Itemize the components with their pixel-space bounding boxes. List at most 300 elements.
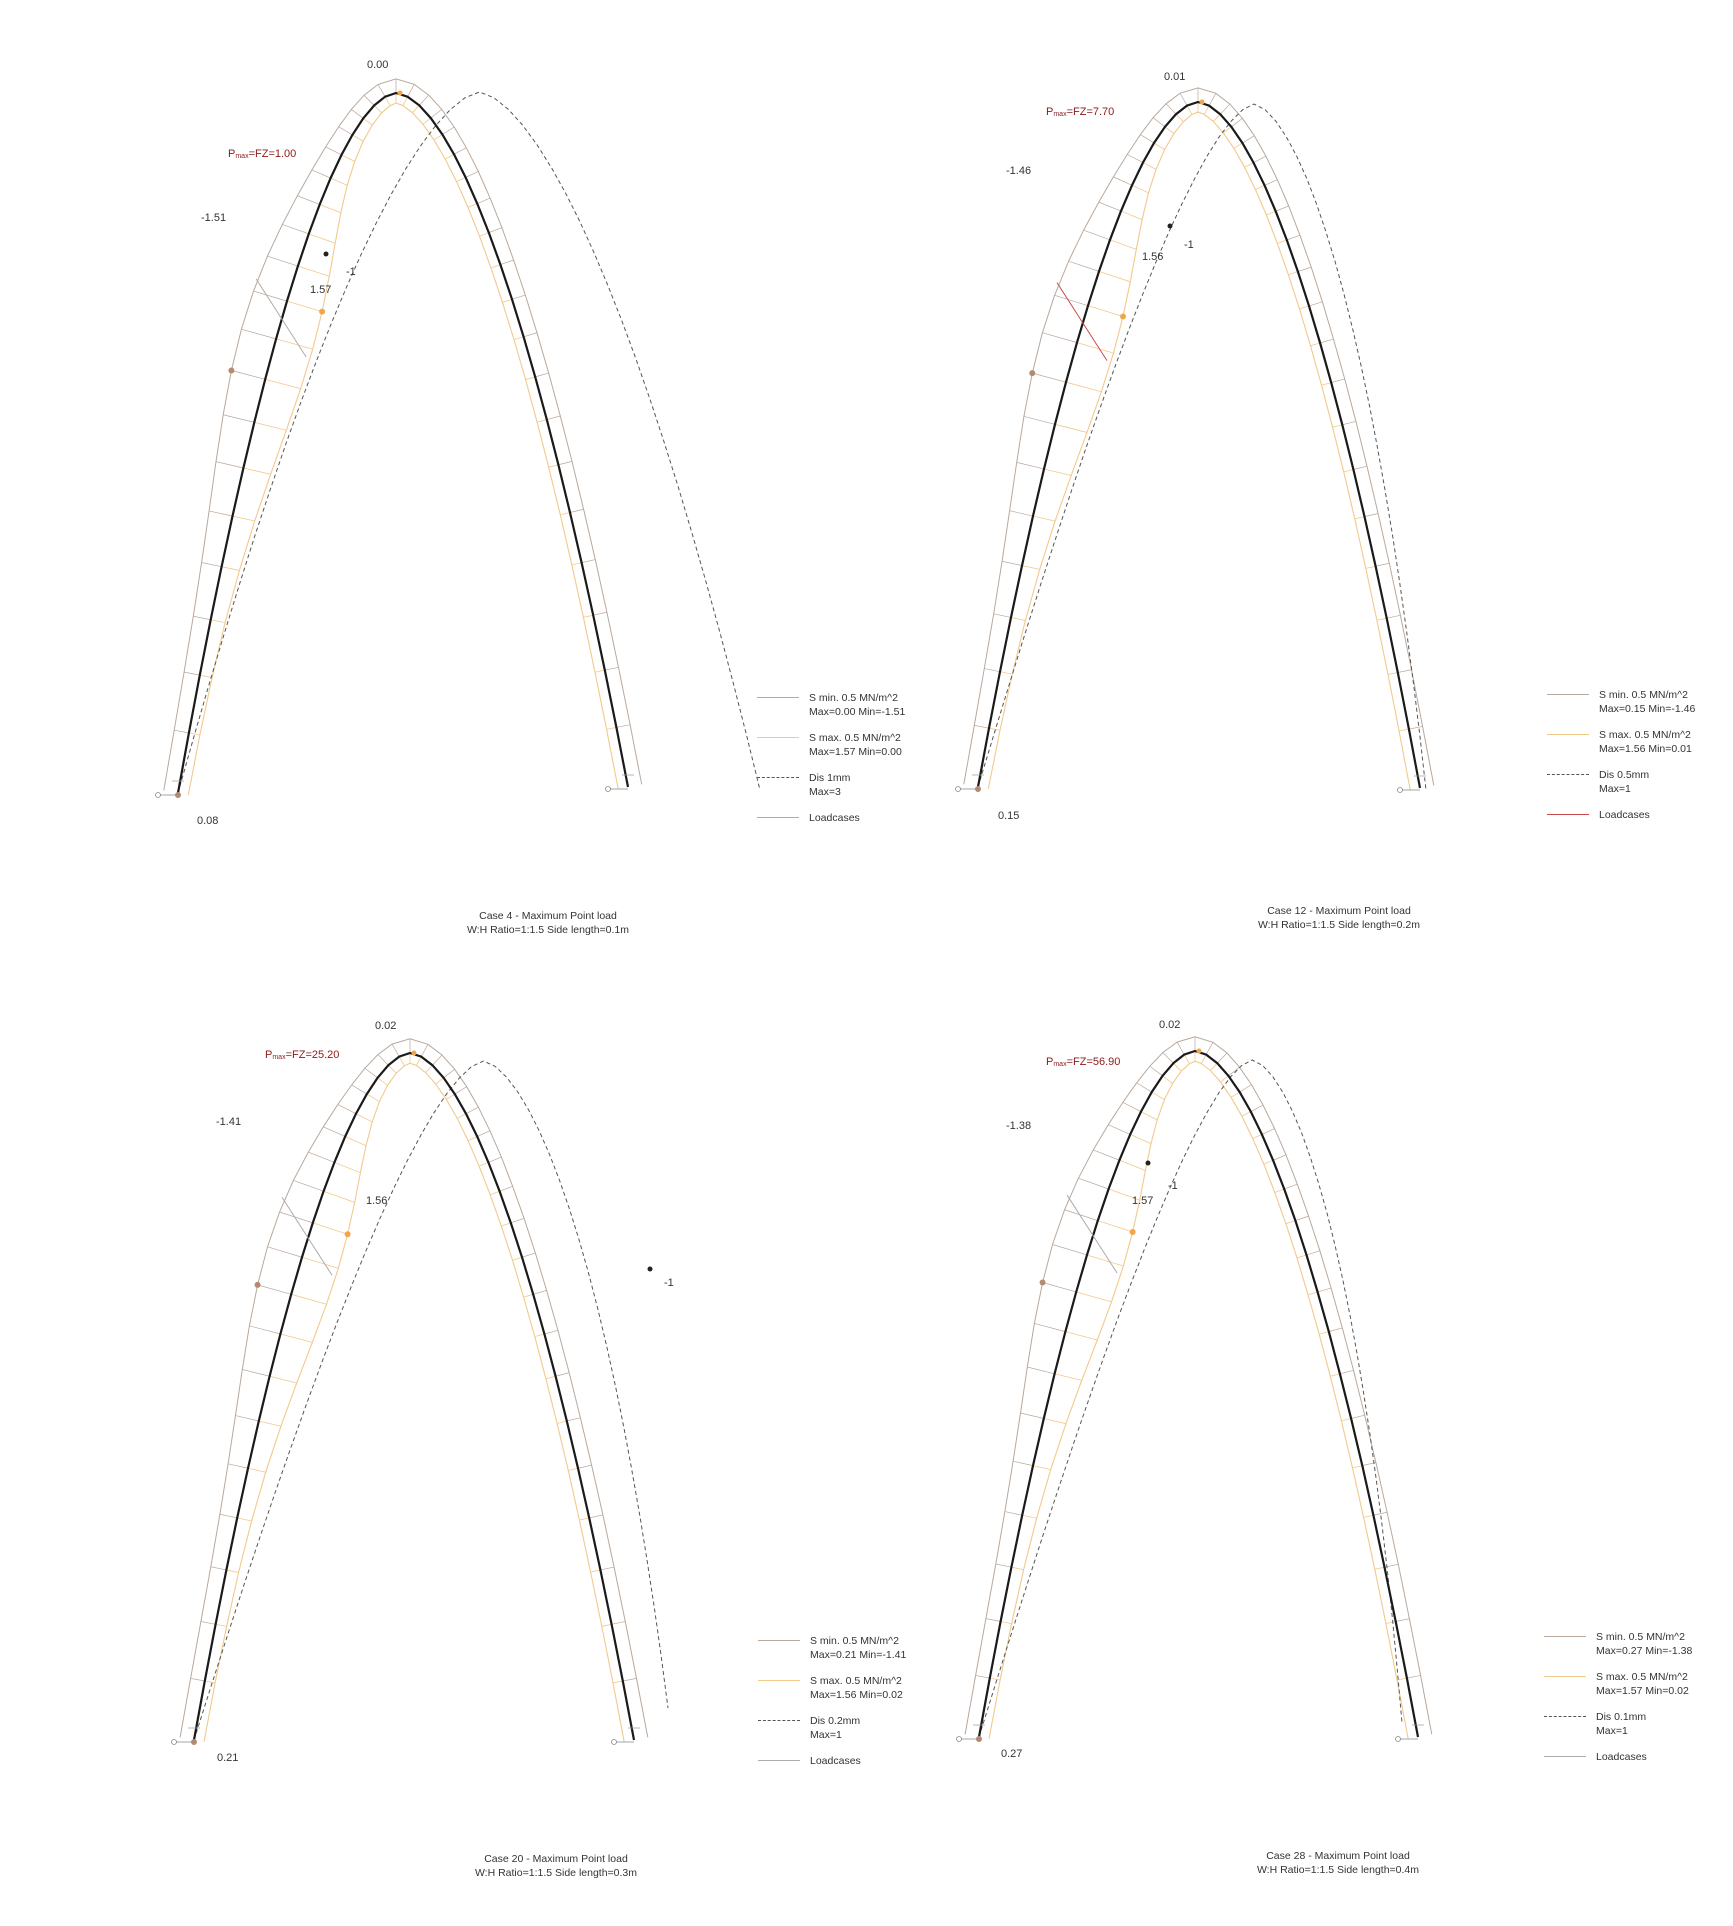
smin-hatch-line — [1042, 333, 1077, 343]
smax-hatch-line — [1275, 1189, 1284, 1192]
smin-hatch-line — [1320, 339, 1333, 343]
smax-hatch-line — [342, 155, 355, 162]
smin-hatch-line — [1318, 1288, 1331, 1292]
smax-hatch-line — [524, 1294, 534, 1297]
loadcases-swatch — [757, 817, 799, 818]
smin-hatch-line — [1137, 1083, 1152, 1092]
smax-hatch-line — [302, 1257, 338, 1268]
smax-hatch-line — [352, 135, 363, 141]
max-stress-label: 1.57 — [1132, 1195, 1154, 1207]
smin-hatch-line — [1242, 136, 1254, 143]
max-stress-point — [319, 309, 325, 315]
pmax-label: $P_{max}=FZ=25.20$ — [265, 1049, 340, 1061]
smax-hatch-line — [583, 615, 593, 617]
smax-hatch-line — [222, 567, 240, 571]
smin-hatch-line — [974, 725, 989, 728]
smax-hatch-line — [607, 727, 617, 729]
smin-hatch-line — [419, 95, 429, 105]
smin-hatch-line — [558, 461, 572, 464]
top-value-label: 0.01 — [1164, 71, 1186, 83]
smin-hatch-line — [1342, 421, 1356, 424]
smin-hatch-line — [1254, 156, 1266, 162]
legend-item-smax: S max. 0.5 MN/m^2 Max=1.57 Min=0.00 — [757, 731, 947, 759]
smax-hatch-line — [1308, 1292, 1318, 1295]
smax-hatch-line — [265, 379, 300, 388]
smin-hatch-line — [1376, 563, 1390, 566]
smax-hatch-line — [602, 1624, 612, 1626]
smin-hatch-line — [1013, 1461, 1033, 1465]
smin-swatch — [1544, 1636, 1586, 1637]
pmax-label: $P_{max}=FZ=7.70$ — [1046, 106, 1115, 118]
smax-hatch-line — [1213, 114, 1220, 121]
support-icon — [606, 787, 611, 792]
smax-hatch-line — [388, 1065, 396, 1073]
smax-hatch-line — [259, 1421, 281, 1426]
smin-hatch-line — [431, 109, 442, 118]
smin-hatch-line — [220, 1514, 237, 1518]
smin-hatch-line — [1407, 1675, 1421, 1678]
smin-hatch-line — [522, 1253, 535, 1257]
smax-hatch-line — [1253, 1134, 1262, 1138]
smin-hatch-line — [994, 614, 1011, 618]
displacement-point — [648, 1267, 653, 1272]
smin-hatch-line — [249, 1326, 280, 1334]
arch-panel — [866, 963, 1732, 1926]
smax-hatch-line — [1210, 1063, 1217, 1070]
smin-hatch-line — [1093, 1150, 1119, 1160]
caption-subtitle: W:H Ratio=1:1.5 Side length=0.2m — [1257, 919, 1421, 931]
smin-hatch-line — [352, 1085, 367, 1094]
smax-hatch-line — [298, 266, 329, 276]
smin-hatch-line — [1150, 1066, 1163, 1076]
smin-hatch-line — [1024, 416, 1055, 424]
legend-item-dis: Dis 0.1mm Max=1 — [1544, 1710, 1729, 1738]
smin-hatch-line — [455, 1087, 467, 1094]
smin-hatch-line — [228, 1464, 248, 1468]
min-stress-point — [255, 1282, 261, 1288]
smax-hatch-line — [479, 1162, 488, 1166]
smin-hatch-line — [477, 1131, 490, 1137]
smax-hatch-line — [1366, 566, 1376, 568]
smin-hatch-line — [1053, 1245, 1087, 1255]
smax-hatch-line — [426, 1065, 433, 1072]
smax-hatch-line — [291, 1294, 326, 1304]
smax-hatch-line — [189, 733, 200, 735]
smax-hatch-line — [287, 301, 322, 312]
loadcases-swatch — [1544, 1756, 1586, 1757]
smax-hatch-line — [363, 118, 372, 125]
smin-envelope — [964, 88, 1434, 786]
legend-item-smin: S min. 0.5 MN/m^2 Max=0.21 Min=-1.41 — [758, 1634, 948, 1662]
smin-hatch-line — [1365, 514, 1379, 517]
loadcases-swatch — [758, 1760, 800, 1761]
pmax-value: FZ=56.90 — [1073, 1056, 1121, 1068]
arch-panel — [0, 0, 906, 963]
smin-hatch-line — [1398, 670, 1412, 673]
smax-hatch-line — [1297, 1255, 1307, 1258]
smax-hatch-line — [990, 1678, 1000, 1680]
case-caption — [398, 909, 698, 937]
smax-hatch-line — [1353, 1466, 1363, 1468]
smin-hatch-line — [1220, 104, 1230, 114]
smax-hatch-line — [989, 728, 1000, 730]
smin-hatch-line — [1287, 235, 1300, 240]
smax-hatch-line — [200, 675, 212, 677]
min-stress-point — [1029, 370, 1035, 376]
smax-hatch-line — [403, 97, 408, 106]
smin-hatch-line — [623, 1678, 637, 1681]
min-stress-label: -1.51 — [201, 212, 227, 224]
caption-title: Case 4 - Maximum Point load — [479, 910, 617, 922]
smin-hatch-line — [323, 1127, 345, 1137]
smin-hatch-line — [1140, 135, 1154, 143]
smax-hatch-line — [1187, 106, 1192, 115]
smax-hatch-line — [1011, 1567, 1023, 1569]
smax-hatch-line — [560, 512, 570, 514]
smax-hatch-line — [1375, 1567, 1385, 1569]
smax-hatch-line — [579, 1518, 589, 1520]
smin-hatch-line — [174, 730, 189, 733]
smin-hatch-line — [378, 1055, 388, 1066]
caption-subtitle: W:H Ratio=1:1.5 Side length=0.4m — [1256, 1864, 1420, 1876]
smax-hatch-line — [1099, 271, 1130, 281]
apex-point — [1200, 100, 1205, 105]
smax-hatch-line — [535, 1334, 545, 1337]
smin-hatch-line — [1153, 118, 1165, 127]
smin-hatch-line — [1127, 154, 1143, 162]
smax-hatch-line — [1341, 1418, 1351, 1420]
min-stress-point — [1040, 1279, 1046, 1285]
smax-hatch-line — [591, 1570, 601, 1572]
smin-hatch-line — [1123, 1102, 1141, 1111]
base-value-label: 0.08 — [197, 815, 219, 827]
smin-hatch-line — [1295, 1216, 1308, 1220]
smin-swatch — [1547, 694, 1589, 695]
smax-hatch-line — [226, 1570, 238, 1572]
smin-hatch-line — [454, 148, 466, 155]
smax-hatch-line — [613, 1681, 623, 1683]
smin-hatch-line — [489, 228, 502, 233]
smax-hatch-line — [374, 105, 381, 112]
smax-hatch-line — [1330, 1374, 1340, 1376]
smax-hatch-line — [1234, 143, 1243, 148]
legend-item-smax: S max. 0.5 MN/m^2 Max=1.57 Min=0.02 — [1544, 1670, 1729, 1698]
smin-hatch-line — [1228, 1067, 1239, 1076]
displacement-curve — [978, 104, 1426, 790]
support-icon — [956, 787, 961, 792]
smin-hatch-line — [351, 109, 363, 118]
smin-hatch-line — [1251, 1105, 1263, 1112]
support-icon — [1396, 1737, 1401, 1742]
smin-hatch-line — [1078, 1178, 1108, 1189]
smin-hatch-line — [297, 196, 319, 205]
smax-hatch-line — [1286, 1221, 1295, 1224]
smax-hatch-line — [537, 420, 547, 423]
smin-hatch-line — [268, 1247, 302, 1257]
smax-hatch-line — [568, 1468, 578, 1470]
case-caption — [1189, 904, 1489, 932]
dis-swatch — [757, 777, 799, 778]
smax-hatch-line — [1242, 1112, 1251, 1117]
smax-hatch-line — [416, 1057, 421, 1066]
support-icon — [1398, 788, 1403, 793]
pmax-value: FZ=25.20 — [292, 1049, 340, 1061]
smax-hatch-line — [1245, 163, 1254, 168]
base-value-label: 0.21 — [217, 1752, 239, 1764]
smin-hatch-line — [544, 1330, 558, 1334]
smin-hatch-line — [191, 1678, 205, 1681]
smax-hatch-line — [1319, 1332, 1329, 1335]
apex-point — [1197, 1049, 1202, 1054]
smin-hatch-line — [1177, 1042, 1184, 1055]
smin-hatch-line — [1020, 1413, 1043, 1418]
smax-hatch-line — [309, 234, 335, 243]
smax-hatch-line — [1110, 240, 1136, 250]
smax-hatch-line — [399, 1057, 404, 1066]
smax-hatch-line — [1033, 1466, 1051, 1470]
smin-hatch-line — [570, 509, 584, 512]
smax-hatch-line — [468, 204, 477, 208]
arch-centerline — [178, 93, 628, 793]
smax-hatch-line — [557, 1421, 567, 1423]
load-case-line — [256, 279, 306, 357]
smin-hatch-line — [1206, 1042, 1213, 1054]
smax-hatch-line — [1322, 383, 1332, 386]
smin-hatch-line — [1027, 1367, 1054, 1374]
smax-hatch-line — [423, 118, 431, 124]
support-icon — [156, 793, 161, 798]
smin-hatch-line — [1163, 1053, 1173, 1064]
smin-hatch-line — [444, 1069, 455, 1078]
smax-hatch-line — [1163, 1076, 1173, 1083]
smax-hatch-line — [446, 1094, 454, 1099]
dis-swatch — [758, 1720, 800, 1721]
legend-item-smax: S max. 0.5 MN/m^2 Max=1.56 Min=0.02 — [758, 1674, 948, 1702]
smin-hatch-line — [1331, 379, 1345, 383]
smin-hatch-line — [984, 669, 1000, 672]
smax-hatch-line — [1087, 1255, 1123, 1266]
smax-hatch-line — [1154, 143, 1165, 150]
smax-envelope — [989, 1061, 1408, 1739]
smax-hatch-line — [324, 1191, 355, 1202]
smax-hatch-line — [1044, 1418, 1066, 1423]
smin-hatch-line — [1340, 1370, 1354, 1373]
caption-title: Case 20 - Maximum Point load — [484, 1853, 628, 1865]
smin-hatch-line — [1353, 466, 1367, 469]
smin-hatch-line — [1298, 267, 1311, 271]
base-value-label: 0.27 — [1001, 1748, 1023, 1760]
smax-hatch-line — [1399, 729, 1409, 731]
smin-hatch-line — [512, 295, 525, 299]
smax-hatch-line — [233, 516, 255, 521]
smin-hatch-line — [339, 127, 353, 135]
smin-hatch-line — [600, 1567, 614, 1570]
smin-hatch-line — [365, 1068, 378, 1078]
smax-hatch-line — [385, 97, 390, 106]
smax-swatch — [1547, 734, 1589, 735]
top-value-label: 0.00 — [367, 59, 389, 71]
smax-hatch-line — [479, 233, 488, 237]
smax-hatch-line — [1130, 1134, 1151, 1143]
smax-hatch-line — [1088, 306, 1123, 317]
smax-hatch-line — [1231, 1092, 1239, 1097]
pmax-value: FZ=1.00 — [255, 148, 297, 160]
smax-swatch — [758, 1680, 800, 1681]
smax-hatch-line — [546, 1376, 556, 1378]
smax-hatch-line — [254, 422, 286, 430]
smax-hatch-line — [436, 1078, 444, 1084]
arch-panel — [0, 963, 907, 1926]
smin-hatch-line — [193, 616, 210, 619]
legend-item-smin: S min. 0.5 MN/m^2 Max=0.00 Min=-1.51 — [757, 691, 947, 719]
smin-hatch-line — [364, 95, 374, 105]
smax-hatch-line — [514, 337, 524, 340]
smax-hatch-line — [1022, 566, 1040, 570]
smax-hatch-line — [345, 1137, 366, 1146]
smax-hatch-line — [334, 1162, 360, 1172]
smax-hatch-line — [378, 1078, 388, 1085]
load-case-line — [1057, 283, 1107, 361]
displacement-point — [1168, 224, 1173, 229]
dis-swatch — [1544, 1716, 1586, 1717]
smin-hatch-line — [184, 672, 200, 675]
smin-hatch-line — [1240, 1085, 1252, 1092]
smax-hatch-line — [1076, 1292, 1111, 1302]
smin-hatch-line — [211, 1567, 227, 1570]
smin-hatch-line — [535, 373, 548, 377]
smax-hatch-line — [1277, 240, 1286, 243]
smin-hatch-line — [1002, 561, 1022, 565]
smax-hatch-line — [595, 670, 605, 672]
smax-swatch — [1544, 1676, 1586, 1677]
smax-hatch-line — [1141, 1112, 1157, 1120]
smax-hatch-line — [1333, 425, 1343, 427]
support-icon — [957, 1737, 962, 1742]
smin-hatch-line — [231, 371, 265, 380]
smin-hatch-line — [201, 1621, 216, 1624]
smin-hatch-line — [500, 1186, 513, 1191]
smax-hatch-line — [320, 204, 341, 212]
smax-hatch-line — [1119, 1160, 1145, 1170]
legend-item-dis: Dis 0.5mm Max=1 — [1547, 768, 1727, 796]
arch-diagram — [0, 0, 866, 963]
smin-hatch-line — [223, 415, 254, 423]
smax-hatch-line — [445, 154, 454, 159]
smax-hatch-line — [1152, 1092, 1165, 1100]
smin-hatch-line — [293, 1180, 323, 1191]
smin-hatch-line — [1166, 104, 1176, 114]
max-stress-label: 1.57 — [310, 284, 332, 296]
smin-hatch-line — [1309, 302, 1322, 306]
smax-hatch-line — [367, 1094, 380, 1102]
smin-hatch-line — [986, 1619, 1001, 1622]
smin-hatch-line — [1351, 1415, 1365, 1418]
smin-hatch-line — [216, 462, 243, 468]
smin-hatch-line — [1108, 1125, 1130, 1135]
displacement-label: -1 — [1168, 1180, 1178, 1192]
smax-envelope — [988, 112, 1410, 790]
smin-hatch-line — [547, 416, 561, 420]
smin-hatch-line — [1217, 1053, 1227, 1063]
legend-item-smax: S max. 0.5 MN/m^2 Max=1.56 Min=0.01 — [1547, 728, 1727, 756]
caption-title: Case 28 - Maximum Point load — [1266, 1850, 1410, 1862]
displacement-label: -1 — [1184, 239, 1194, 251]
load-case-line — [1067, 1195, 1117, 1273]
smin-hatch-line — [432, 1055, 442, 1065]
smax-hatch-line — [1256, 185, 1265, 189]
smin-hatch-line — [1373, 1512, 1387, 1515]
smin-envelope — [965, 1037, 1432, 1735]
smin-hatch-line — [209, 511, 232, 516]
smin-hatch-line — [258, 1285, 292, 1294]
smin-hatch-line — [612, 1622, 626, 1625]
legend-item-dis: Dis 0.2mm Max=1 — [758, 1714, 948, 1742]
smin-hatch-line — [280, 1212, 313, 1223]
smin-hatch-line — [533, 1290, 546, 1294]
caption-title: Case 12 - Maximum Point load — [1267, 905, 1411, 917]
smin-hatch-line — [1209, 93, 1216, 105]
smin-hatch-line — [242, 1369, 269, 1376]
max-stress-point — [1130, 1229, 1136, 1235]
smax-hatch-line — [1143, 163, 1156, 170]
min-stress-point — [228, 368, 234, 374]
displacement-curve — [178, 92, 760, 793]
smin-hatch-line — [1113, 177, 1132, 185]
smax-hatch-line — [356, 1114, 372, 1122]
arch-centerline — [979, 1051, 1418, 1737]
apex-point — [412, 1051, 417, 1056]
smin-hatch-line — [1409, 726, 1423, 729]
smax-hatch-line — [491, 265, 500, 268]
smin-hatch-line — [442, 127, 454, 135]
smax-hatch-line — [490, 1191, 499, 1194]
smin-hatch-line — [1017, 462, 1044, 469]
smax-hatch-line — [331, 178, 348, 185]
displacement-label: -1 — [346, 266, 356, 278]
dis-swatch — [1547, 774, 1589, 775]
smin-hatch-line — [421, 1044, 428, 1056]
smin-hatch-line — [1387, 615, 1401, 618]
smax-hatch-line — [280, 1334, 312, 1342]
smin-hatch-line — [338, 1104, 356, 1113]
smin-hatch-line — [254, 291, 287, 301]
displacement-curve — [979, 1060, 1402, 1737]
smin-hatch-line — [312, 170, 331, 178]
smin-hatch-line — [1180, 93, 1187, 105]
smax-hatch-line — [1055, 1374, 1082, 1381]
smax-hatch-line — [1044, 469, 1071, 476]
top-value-label: 0.02 — [1159, 1019, 1181, 1031]
smax-hatch-line — [1388, 672, 1398, 674]
smax-hatch-line — [1184, 1055, 1189, 1064]
smax-hatch-line — [1264, 1160, 1273, 1164]
smin-hatch-line — [326, 147, 342, 155]
smax-hatch-line — [501, 1223, 510, 1226]
smax-hatch-line — [1386, 1621, 1396, 1623]
smax-hatch-line — [512, 1257, 522, 1260]
smax-hatch-line — [1201, 1055, 1206, 1064]
smax-hatch-line — [313, 1223, 348, 1234]
smax-hatch-line — [549, 465, 559, 467]
max-stress-point — [1120, 313, 1126, 319]
smin-hatch-line — [1010, 511, 1033, 516]
smin-hatch-line — [1032, 373, 1066, 382]
smax-hatch-line — [1001, 1621, 1012, 1623]
smin-hatch-line — [1069, 261, 1099, 271]
smin-hatch-line — [1276, 206, 1289, 211]
smax-hatch-line — [211, 620, 225, 623]
smin-hatch-line — [1284, 1184, 1297, 1189]
